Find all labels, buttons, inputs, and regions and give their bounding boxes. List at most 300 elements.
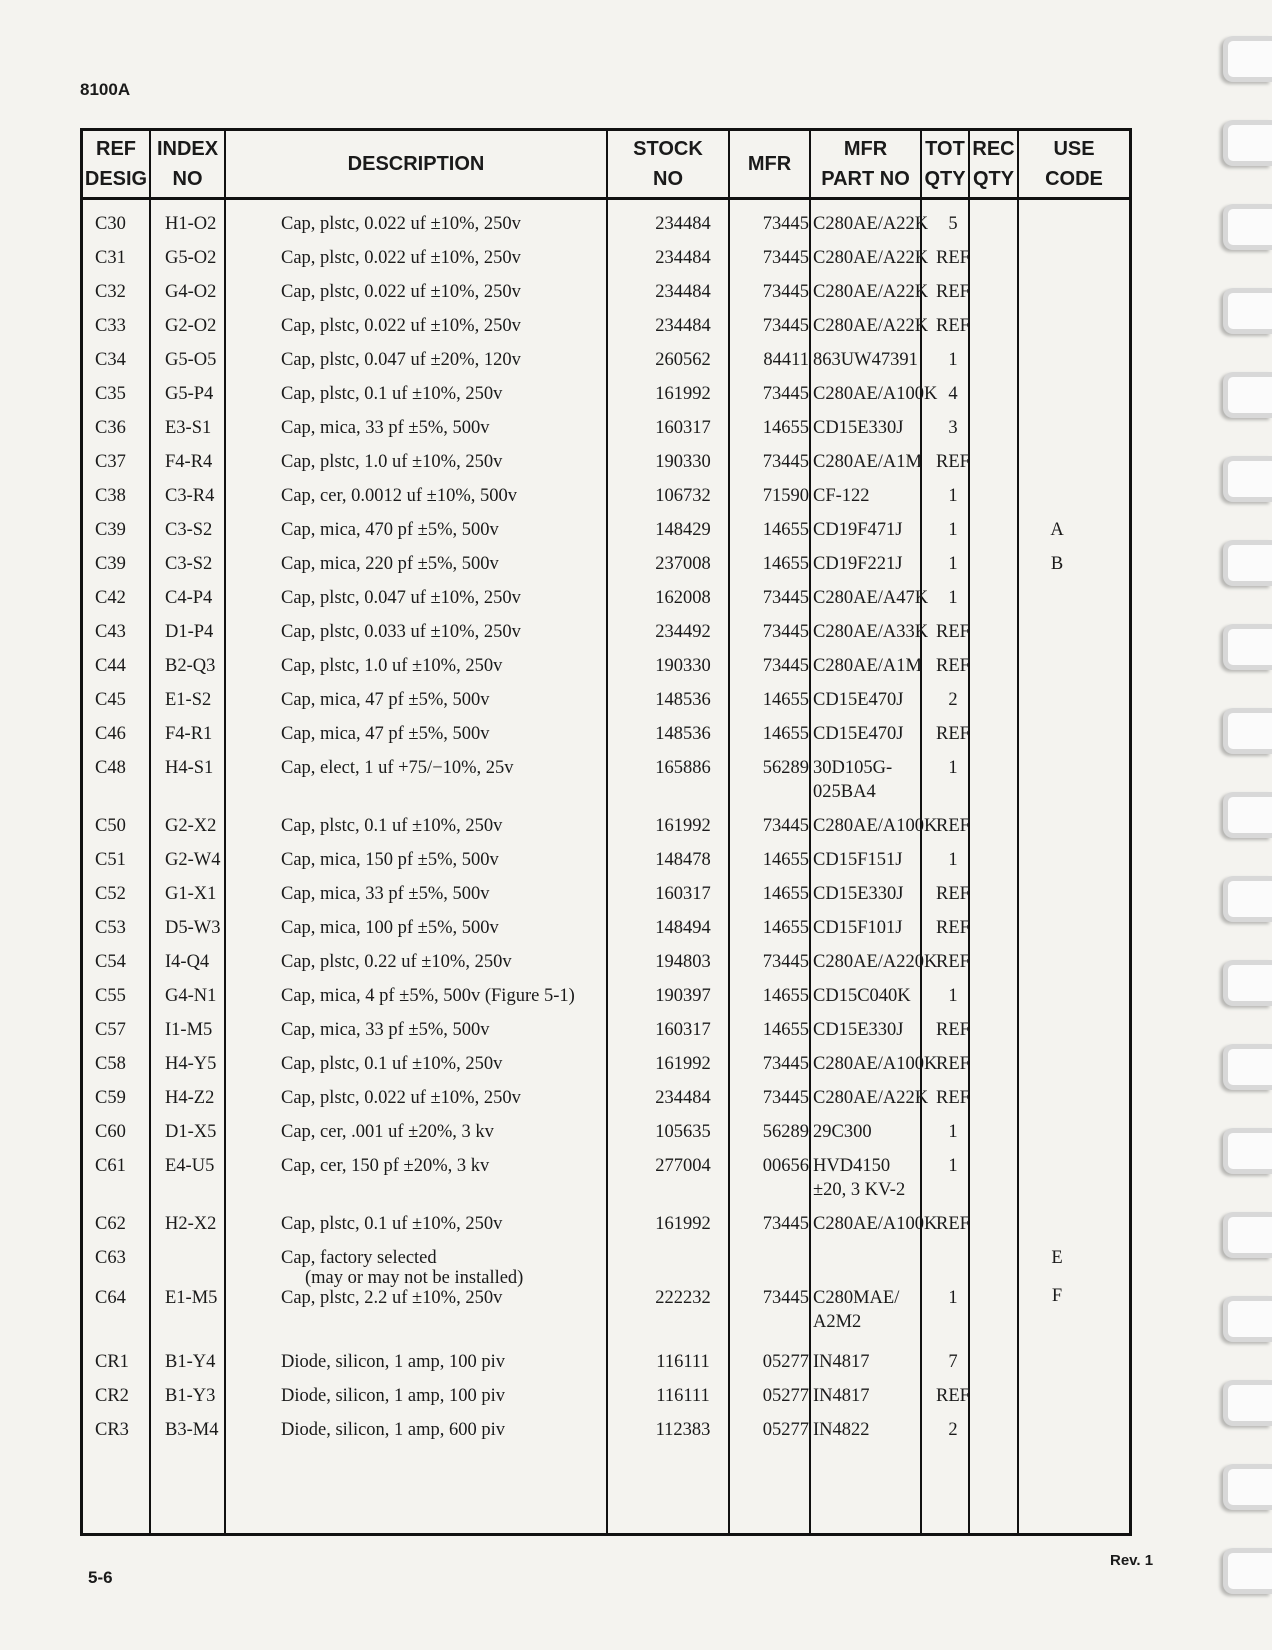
model-label: 8100A bbox=[80, 80, 131, 99]
mfr-cell: 56289 bbox=[762, 1122, 809, 1142]
table-row bbox=[83, 883, 1129, 916]
ref-desig-cell: C43 bbox=[95, 622, 126, 642]
binding-ring bbox=[1223, 960, 1272, 1006]
binding-ring bbox=[1223, 456, 1272, 502]
binding-ring bbox=[1223, 204, 1272, 250]
stock-no-cell: 161992 bbox=[655, 1054, 711, 1074]
description-cell: Cap, plstc, 0.1 uf ±10%, 250v bbox=[281, 1054, 503, 1074]
ref-desig-cell: C55 bbox=[95, 986, 126, 1006]
mfr-cell: 14655 bbox=[762, 690, 809, 710]
index-no-cell: G5-O5 bbox=[165, 350, 217, 370]
table-row bbox=[83, 1419, 1129, 1452]
mfr-part-no-cell: C280AE/A22K bbox=[813, 282, 929, 302]
stock-no-cell: 148494 bbox=[655, 918, 711, 938]
ref-desig-cell: C44 bbox=[95, 656, 126, 676]
mfr-part-no-cell: C280AE/A47K bbox=[813, 588, 929, 608]
description-cell: Diode, silicon, 1 amp, 100 piv bbox=[281, 1386, 506, 1406]
ref-desig-cell: C54 bbox=[95, 952, 126, 972]
tot-qty-cell: REF bbox=[936, 1020, 970, 1040]
index-no-cell: H4-Y5 bbox=[165, 1054, 217, 1074]
ref-desig-cell: C57 bbox=[95, 1020, 126, 1040]
mfr-part-no-cell: CD19F221J bbox=[813, 554, 903, 574]
binding-ring bbox=[1223, 1128, 1272, 1174]
description-cell: Cap, plstc, 0.1 uf ±10%, 250v bbox=[281, 1214, 503, 1234]
index-no-cell: E4-U5 bbox=[165, 1156, 215, 1176]
mfr-cell: 73445 bbox=[762, 384, 809, 404]
tot-qty-cell: REF bbox=[936, 1054, 970, 1074]
ref-desig-cell: C51 bbox=[95, 850, 126, 870]
mfr-part-no-cell: CD15C040K bbox=[813, 986, 911, 1006]
table-row bbox=[83, 655, 1129, 688]
mfr-cell: 73445 bbox=[762, 622, 809, 642]
tot-qty-cell: 4 bbox=[948, 384, 958, 404]
mfr-part-no-cell: C280AE/A33K bbox=[813, 622, 929, 642]
mfr-part-no-cell: C280AE/A100K bbox=[813, 816, 938, 836]
ref-desig-cell: CR1 bbox=[95, 1352, 129, 1372]
binding-ring bbox=[1223, 1212, 1272, 1258]
mfr-cell: 05277 bbox=[762, 1420, 809, 1440]
ref-desig-cell: C64 bbox=[95, 1288, 126, 1308]
index-no-cell: E1-S2 bbox=[165, 690, 212, 710]
mfr-cell: 05277 bbox=[762, 1386, 809, 1406]
tot-qty-cell: REF bbox=[936, 1214, 970, 1234]
description-cell: Cap, mica, 33 pf ±5%, 500v bbox=[281, 1020, 490, 1040]
binding-ring bbox=[1223, 792, 1272, 838]
description-cell: Cap, elect, 1 uf +75/−10%, 25v bbox=[281, 758, 514, 778]
index-no-cell: D1-X5 bbox=[165, 1122, 217, 1142]
tot-qty-cell: REF bbox=[936, 316, 970, 336]
index-no-cell: B3-M4 bbox=[165, 1420, 219, 1440]
mfr-part-no-cell: IN4817 bbox=[813, 1352, 870, 1372]
stock-no-cell: 160317 bbox=[655, 884, 711, 904]
mfr-part-no-cell: C280AE/A22K bbox=[813, 214, 929, 234]
use-code-cell: B bbox=[1050, 554, 1064, 574]
stock-no-cell: 116111 bbox=[656, 1386, 710, 1406]
index-no-cell: F4-R4 bbox=[165, 452, 213, 472]
spiral-binding bbox=[1212, 0, 1272, 1650]
table-row bbox=[83, 1019, 1129, 1052]
description-cell: Cap, cer, 150 pf ±20%, 3 kv bbox=[281, 1156, 490, 1176]
description-cell: Cap, plstc, 0.1 uf ±10%, 250v bbox=[281, 384, 503, 404]
binding-ring bbox=[1223, 1464, 1272, 1510]
use-code-cell: F bbox=[1051, 1286, 1063, 1306]
binding-ring bbox=[1223, 1296, 1272, 1342]
mfr-cell: 73445 bbox=[762, 248, 809, 268]
table-row bbox=[83, 689, 1129, 722]
description-cell: Diode, silicon, 1 amp, 600 piv bbox=[281, 1420, 506, 1440]
description-cell: Cap, plstc, 0.022 uf ±10%, 250v bbox=[281, 282, 521, 302]
description-cell: Cap, plstc, 1.0 uf ±10%, 250v bbox=[281, 452, 503, 472]
tot-qty-cell: REF bbox=[936, 724, 970, 744]
parts-list-table bbox=[80, 128, 1132, 1536]
mfr-part-no-cell: C280AE/A100K bbox=[813, 1214, 938, 1234]
mfr-part-no-cell: 30D105G- bbox=[813, 758, 893, 778]
stock-no-cell: 194803 bbox=[655, 952, 711, 972]
stock-no-cell: 160317 bbox=[655, 418, 711, 438]
description-cell: Cap, plstc, 0.033 uf ±10%, 250v bbox=[281, 622, 521, 642]
index-no-cell: D5-W3 bbox=[165, 918, 221, 938]
table-row bbox=[83, 451, 1129, 484]
tot-qty-cell: 1 bbox=[948, 986, 958, 1006]
tot-qty-cell: REF bbox=[936, 918, 970, 938]
ref-desig-cell: C59 bbox=[95, 1088, 126, 1108]
mfr-part-no-cell: C280AE/A1M bbox=[813, 656, 922, 676]
description-cell: Cap, plstc, 0.047 uf ±10%, 250v bbox=[281, 588, 521, 608]
index-no-cell: C3-S2 bbox=[165, 520, 213, 540]
ref-desig-cell: C50 bbox=[95, 816, 126, 836]
index-no-cell: F4-R1 bbox=[165, 724, 213, 744]
binding-ring bbox=[1223, 1044, 1272, 1090]
binding-ring bbox=[1223, 1380, 1272, 1426]
description-cell: Cap, plstc, 1.0 uf ±10%, 250v bbox=[281, 656, 503, 676]
header-index-no: INDEX NO bbox=[156, 138, 219, 190]
binding-ring bbox=[1223, 372, 1272, 418]
description-cell: Cap, plstc, 0.047 uf ±20%, 120v bbox=[281, 350, 521, 370]
description-cell: Cap, mica, 220 pf ±5%, 500v bbox=[281, 554, 499, 574]
header-tot-qty: TOT QTY bbox=[924, 138, 966, 190]
table-row bbox=[83, 485, 1129, 518]
index-no-cell: G2-W4 bbox=[165, 850, 221, 870]
table-row bbox=[83, 1247, 1129, 1287]
ref-desig-cell: C53 bbox=[95, 918, 126, 938]
header-stock-no: STOCK NO bbox=[633, 138, 703, 190]
page-number: 5-6 bbox=[88, 1568, 113, 1587]
table-row bbox=[83, 1385, 1129, 1418]
stock-no-cell: 116111 bbox=[656, 1352, 710, 1372]
index-no-cell: I4-Q4 bbox=[165, 952, 210, 972]
index-no-cell: D1-P4 bbox=[165, 622, 214, 642]
ref-desig-cell: C36 bbox=[95, 418, 126, 438]
ref-desig-cell: C45 bbox=[95, 690, 126, 710]
ref-desig-cell: C63 bbox=[95, 1248, 126, 1268]
table-row bbox=[83, 247, 1129, 280]
index-no-cell: I1-M5 bbox=[165, 1020, 213, 1040]
stock-no-cell: 148429 bbox=[655, 520, 711, 540]
index-no-cell: H4-Z2 bbox=[165, 1088, 215, 1108]
mfr-cell: 14655 bbox=[762, 918, 809, 938]
mfr-part-no-cell: C280AE/A22K bbox=[813, 1088, 929, 1108]
stock-no-cell: 190397 bbox=[655, 986, 711, 1006]
table-row bbox=[83, 281, 1129, 314]
table-row bbox=[83, 917, 1129, 950]
stock-no-cell: 148536 bbox=[655, 724, 711, 744]
header-description: DESCRIPTION bbox=[347, 153, 485, 175]
tot-qty-cell: 2 bbox=[948, 1420, 958, 1440]
mfr-cell: 84411 bbox=[763, 350, 809, 370]
index-no-cell: G2-O2 bbox=[165, 316, 217, 336]
index-no-cell: G4-N1 bbox=[165, 986, 217, 1006]
mfr-cell: 14655 bbox=[762, 884, 809, 904]
ref-desig-cell: C34 bbox=[95, 350, 126, 370]
index-no-cell: C4-P4 bbox=[165, 588, 213, 608]
mfr-part-no-cell: 863UW47391 bbox=[813, 350, 918, 370]
tot-qty-cell: 1 bbox=[948, 486, 958, 506]
description-cell: Cap, plstc, 2.2 uf ±10%, 250v bbox=[281, 1288, 503, 1308]
stock-no-cell: 148536 bbox=[655, 690, 711, 710]
tot-qty-cell: REF bbox=[936, 884, 970, 904]
table-row bbox=[83, 1213, 1129, 1246]
mfr-cell: 14655 bbox=[762, 418, 809, 438]
tot-qty-cell: REF bbox=[936, 1386, 970, 1406]
mfr-part-no-cell-line2: ±20, 3 KV-2 bbox=[813, 1180, 906, 1200]
description-cell: Cap, mica, 100 pf ±5%, 500v bbox=[281, 918, 499, 938]
mfr-cell: 14655 bbox=[762, 724, 809, 744]
stock-no-cell: 190330 bbox=[655, 656, 711, 676]
mfr-part-no-cell: CD15E330J bbox=[813, 884, 904, 904]
header-rec-qty: REC QTY bbox=[972, 138, 1015, 190]
ref-desig-cell: C62 bbox=[95, 1214, 126, 1234]
mfr-cell: 73445 bbox=[762, 1288, 809, 1308]
stock-no-cell: 162008 bbox=[655, 588, 711, 608]
tot-qty-cell: REF bbox=[936, 656, 970, 676]
mfr-part-no-cell: 29C300 bbox=[813, 1122, 872, 1142]
index-no-cell: G5-O2 bbox=[165, 248, 217, 268]
ref-desig-cell: C46 bbox=[95, 724, 126, 744]
mfr-cell: 73445 bbox=[762, 452, 809, 472]
header-mfr-part-no: MFR PART NO bbox=[821, 138, 910, 190]
description-cell: Cap, mica, 33 pf ±5%, 500v bbox=[281, 884, 490, 904]
mfr-cell: 00656 bbox=[762, 1156, 809, 1176]
mfr-part-no-cell: IN4817 bbox=[813, 1386, 870, 1406]
stock-no-cell: 222232 bbox=[655, 1288, 711, 1308]
tot-qty-cell: REF bbox=[936, 1088, 970, 1108]
stock-no-cell: 161992 bbox=[655, 384, 711, 404]
revision-label: Rev. 1 bbox=[1110, 1552, 1154, 1569]
ref-desig-cell: C35 bbox=[95, 384, 126, 404]
ref-desig-cell: CR3 bbox=[95, 1420, 129, 1440]
table-row bbox=[83, 349, 1129, 382]
mfr-cell: 14655 bbox=[762, 986, 809, 1006]
description-cell: Cap, cer, .001 uf ±20%, 3 kv bbox=[281, 1122, 494, 1142]
mfr-part-no-cell: C280AE/A1M bbox=[813, 452, 922, 472]
table-row bbox=[83, 587, 1129, 620]
binding-ring bbox=[1223, 288, 1272, 334]
mfr-part-no-cell-line2: 025BA4 bbox=[813, 782, 876, 802]
description-cell: Cap, mica, 470 pf ±5%, 500v bbox=[281, 520, 499, 540]
table-row bbox=[83, 213, 1129, 246]
table-row bbox=[83, 553, 1129, 586]
ref-desig-cell: C31 bbox=[95, 248, 126, 268]
stock-no-cell: 234484 bbox=[655, 282, 711, 302]
description-cell: Cap, mica, 4 pf ±5%, 500v (Figure 5-1) bbox=[281, 986, 575, 1006]
stock-no-cell: 234484 bbox=[655, 1088, 711, 1108]
tot-qty-cell: 1 bbox=[948, 758, 958, 778]
index-no-cell: G2-X2 bbox=[165, 816, 217, 836]
description-cell: Cap, factory selected bbox=[281, 1248, 437, 1268]
index-no-cell: E1-M5 bbox=[165, 1288, 218, 1308]
stock-no-cell: 237008 bbox=[655, 554, 711, 574]
table-row bbox=[83, 315, 1129, 348]
mfr-part-no-cell-line2: A2M2 bbox=[813, 1312, 862, 1332]
stock-no-cell: 105635 bbox=[655, 1122, 711, 1142]
tot-qty-cell: REF bbox=[936, 282, 970, 302]
mfr-part-no-cell: IN4822 bbox=[813, 1420, 870, 1440]
use-code-cell: E bbox=[1051, 1248, 1063, 1268]
mfr-part-no-cell: CD15E470J bbox=[813, 690, 904, 710]
mfr-cell: 71590 bbox=[762, 486, 809, 506]
mfr-cell: 14655 bbox=[762, 1020, 809, 1040]
table-row bbox=[83, 1053, 1129, 1086]
stock-no-cell: 148478 bbox=[655, 850, 711, 870]
mfr-cell: 73445 bbox=[762, 214, 809, 234]
binding-ring bbox=[1223, 624, 1272, 670]
ref-desig-cell: C52 bbox=[95, 884, 126, 904]
tot-qty-cell: 1 bbox=[948, 1156, 958, 1176]
header-ref-desig: REF DESIG bbox=[84, 138, 148, 190]
description-cell: Cap, mica, 150 pf ±5%, 500v bbox=[281, 850, 499, 870]
mfr-part-no-cell: C280AE/A22K bbox=[813, 316, 929, 336]
binding-ring bbox=[1223, 1548, 1272, 1594]
stock-no-cell: 234484 bbox=[655, 316, 711, 336]
ref-desig-cell: CR2 bbox=[95, 1386, 129, 1406]
mfr-cell: 05277 bbox=[762, 1352, 809, 1372]
header-use-code: USE CODE bbox=[1045, 138, 1103, 190]
description-cell: Cap, plstc, 0.22 uf ±10%, 250v bbox=[281, 952, 512, 972]
header-divider bbox=[83, 197, 1129, 200]
table-row bbox=[83, 417, 1129, 450]
tot-qty-cell: 5 bbox=[948, 214, 958, 234]
table-row bbox=[83, 1121, 1129, 1154]
stock-no-cell: 106732 bbox=[655, 486, 711, 506]
mfr-part-no-cell: C280AE/A100K bbox=[813, 384, 938, 404]
mfr-part-no-cell: CD15E330J bbox=[813, 418, 904, 438]
index-no-cell: H2-X2 bbox=[165, 1214, 217, 1234]
mfr-cell: 14655 bbox=[762, 520, 809, 540]
ref-desig-cell: C58 bbox=[95, 1054, 126, 1074]
index-no-cell: C3-R4 bbox=[165, 486, 215, 506]
mfr-cell: 14655 bbox=[762, 850, 809, 870]
mfr-cell: 73445 bbox=[762, 952, 809, 972]
stock-no-cell: 161992 bbox=[655, 816, 711, 836]
mfr-cell: 73445 bbox=[762, 588, 809, 608]
stock-no-cell: 190330 bbox=[655, 452, 711, 472]
stock-no-cell: 160317 bbox=[655, 1020, 711, 1040]
tot-qty-cell: 2 bbox=[948, 690, 958, 710]
tot-qty-cell: 1 bbox=[948, 520, 958, 540]
ref-desig-cell: C33 bbox=[95, 316, 126, 336]
mfr-cell: 73445 bbox=[762, 1054, 809, 1074]
table-row bbox=[83, 1155, 1129, 1205]
ref-desig-cell: C38 bbox=[95, 486, 126, 506]
ref-desig-cell: C61 bbox=[95, 1156, 126, 1176]
mfr-cell: 73445 bbox=[762, 282, 809, 302]
tot-qty-cell: 1 bbox=[948, 588, 958, 608]
mfr-part-no-cell: CD15F101J bbox=[813, 918, 903, 938]
tot-qty-cell: REF bbox=[936, 816, 970, 836]
binding-ring bbox=[1223, 708, 1272, 754]
stock-no-cell: 234484 bbox=[655, 248, 711, 268]
tot-qty-cell: 1 bbox=[948, 350, 958, 370]
table-row bbox=[83, 1087, 1129, 1120]
ref-desig-cell: C32 bbox=[95, 282, 126, 302]
tot-qty-cell: 1 bbox=[948, 1122, 958, 1142]
binding-ring bbox=[1223, 876, 1272, 922]
mfr-part-no-cell: C280MAE/ bbox=[813, 1288, 900, 1308]
mfr-part-no-cell: CF-122 bbox=[813, 486, 870, 506]
index-no-cell: B2-Q3 bbox=[165, 656, 216, 676]
stock-no-cell: 260562 bbox=[655, 350, 711, 370]
mfr-cell: 14655 bbox=[762, 554, 809, 574]
description-cell: Cap, cer, 0.0012 uf ±10%, 500v bbox=[281, 486, 517, 506]
mfr-cell: 73445 bbox=[762, 316, 809, 336]
table-row bbox=[83, 985, 1129, 1018]
description-cell: Diode, silicon, 1 amp, 100 piv bbox=[281, 1352, 506, 1372]
description-cell: Cap, plstc, 0.022 uf ±10%, 250v bbox=[281, 1088, 521, 1108]
description-cell: Cap, plstc, 0.022 uf ±10%, 250v bbox=[281, 214, 521, 234]
ref-desig-cell: C39 bbox=[95, 520, 126, 540]
mfr-part-no-cell: C280AE/A100K bbox=[813, 1054, 938, 1074]
table-row bbox=[83, 849, 1129, 882]
tot-qty-cell: REF bbox=[936, 248, 970, 268]
tot-qty-cell: 1 bbox=[948, 554, 958, 574]
stock-no-cell: 165886 bbox=[655, 758, 711, 778]
table-row bbox=[83, 383, 1129, 416]
stock-no-cell: 161992 bbox=[655, 1214, 711, 1234]
mfr-part-no-cell: CD15E470J bbox=[813, 724, 904, 744]
table-row bbox=[83, 757, 1129, 807]
index-no-cell: G4-O2 bbox=[165, 282, 217, 302]
table-row bbox=[83, 621, 1129, 654]
tot-qty-cell: REF bbox=[936, 452, 970, 472]
stock-no-cell: 234492 bbox=[655, 622, 711, 642]
mfr-part-no-cell: CD15E330J bbox=[813, 1020, 904, 1040]
header-mfr: MFR bbox=[747, 153, 792, 175]
tot-qty-cell: 3 bbox=[948, 418, 958, 438]
binding-ring bbox=[1223, 540, 1272, 586]
mfr-part-no-cell: C280AE/A220K bbox=[813, 952, 938, 972]
stock-no-cell: 234484 bbox=[655, 214, 711, 234]
tot-qty-cell: REF bbox=[936, 622, 970, 642]
mfr-part-no-cell: C280AE/A22K bbox=[813, 248, 929, 268]
index-no-cell: B1-Y3 bbox=[165, 1386, 216, 1406]
mfr-cell: 73445 bbox=[762, 656, 809, 676]
description-cell: Cap, mica, 47 pf ±5%, 500v bbox=[281, 690, 490, 710]
mfr-cell: 73445 bbox=[762, 1214, 809, 1234]
mfr-cell: 73445 bbox=[762, 816, 809, 836]
ref-desig-cell: C60 bbox=[95, 1122, 126, 1142]
binding-ring bbox=[1223, 36, 1272, 82]
table-row bbox=[83, 1351, 1129, 1384]
tot-qty-cell: 1 bbox=[948, 850, 958, 870]
binding-ring bbox=[1223, 120, 1272, 166]
ref-desig-cell: C39 bbox=[95, 554, 126, 574]
index-no-cell: H4-S1 bbox=[165, 758, 214, 778]
description-cell-line2: (may or may not be installed) bbox=[305, 1268, 524, 1288]
index-no-cell: C3-S2 bbox=[165, 554, 213, 574]
ref-desig-cell: C48 bbox=[95, 758, 126, 778]
table-row bbox=[83, 723, 1129, 756]
table-row bbox=[83, 519, 1129, 552]
index-no-cell: B1-Y4 bbox=[165, 1352, 216, 1372]
tot-qty-cell: REF bbox=[936, 952, 970, 972]
index-no-cell: H1-O2 bbox=[165, 214, 217, 234]
table-row bbox=[83, 1287, 1129, 1337]
description-cell: Cap, mica, 33 pf ±5%, 500v bbox=[281, 418, 490, 438]
mfr-part-no-cell: HVD4150 bbox=[813, 1156, 891, 1176]
description-cell: Cap, plstc, 0.022 uf ±10%, 250v bbox=[281, 248, 521, 268]
description-cell: Cap, mica, 47 pf ±5%, 500v bbox=[281, 724, 490, 744]
mfr-part-no-cell: CD15F151J bbox=[813, 850, 903, 870]
description-cell: Cap, plstc, 0.1 uf ±10%, 250v bbox=[281, 816, 503, 836]
ref-desig-cell: C42 bbox=[95, 588, 126, 608]
ref-desig-cell: C30 bbox=[95, 214, 126, 234]
table-row bbox=[83, 815, 1129, 848]
mfr-cell: 73445 bbox=[762, 1088, 809, 1108]
mfr-cell: 56289 bbox=[762, 758, 809, 778]
table-row bbox=[83, 951, 1129, 984]
stock-no-cell: 277004 bbox=[655, 1156, 711, 1176]
index-no-cell: E3-S1 bbox=[165, 418, 212, 438]
